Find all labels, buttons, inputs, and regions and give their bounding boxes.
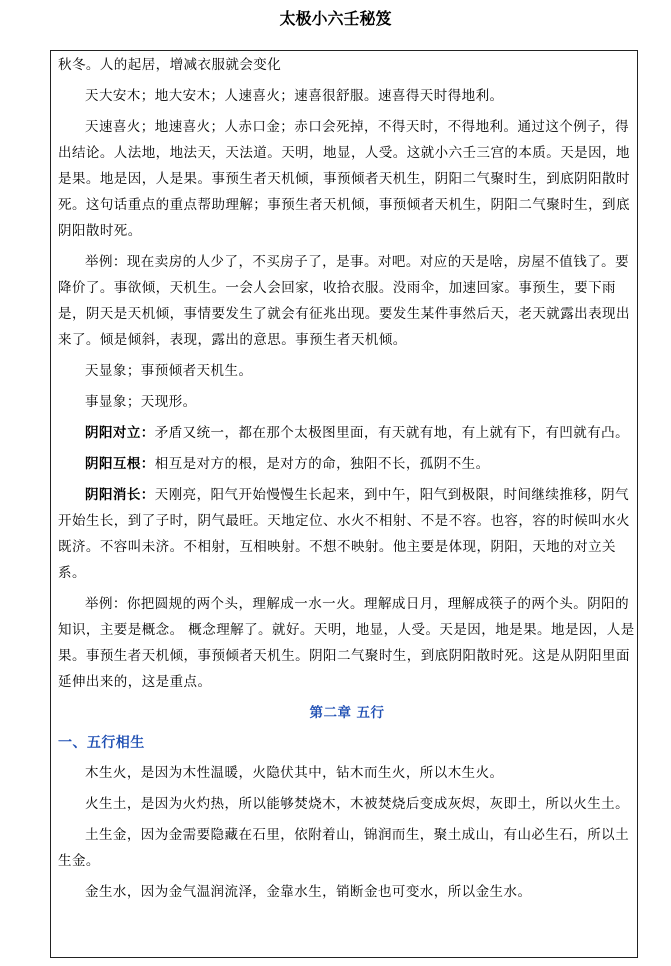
section-heading: 一、五行相生 xyxy=(58,735,145,751)
paragraph-yinyang-opposition xyxy=(58,420,636,446)
paragraph-example-anmu: 天大安木；地大安木；人速喜火；速喜很舒服。速喜得天时得地利。 xyxy=(85,88,504,104)
paragraph-three-palaces: 天速喜火；地速喜火；人赤口金；赤口会死掉，不得天时，不得地利。通过这个例子，得出结论。人法地，地法天，天法道。天明，地显，人受。这就小六壬三宫的本质。天是因，地是果。地是因，人是果。事预生者天机倾，事预倾者天机生，阴阳二气聚时生，到底阴阳散时死。这句话重点的重点帮助理解；事预生者天机倾，事预倾者天机生，阴阳二气聚时生，到底阴阳散时死。 xyxy=(58,119,630,239)
paragraph-autumn-winter: 秋冬。人的起居，增减衣服就会变化 xyxy=(58,57,282,73)
paragraph-yinyang-waxing xyxy=(58,482,636,586)
paragraph-fire-earth: 火生土，是因为火灼热，所以能够焚烧木，木被焚烧后变成灰烬，灰即土，所以火生土。 xyxy=(85,796,630,812)
paragraph-example-compass: 举例：你把圆规的两个头，理解成一水一火。理解成日月，理解成筷子的两个头。阴阳的知识，主要是概念。 概念理解了。就好。天明，地显，人受。天是因，地是果。地是因，人是果。事预生者天机倾，事预倾者天机生。阴阳二气聚时生，到底阴阳散时死。这是从阴阳里面延伸出来的，这是重点。 xyxy=(58,596,635,690)
document-body xyxy=(58,52,636,910)
text-yinyang-opposition: 矛盾又统一，都在那个太极图里面，有天就有地，有上就有下，有凹就有凸。 xyxy=(154,425,630,441)
paragraph-wood-fire: 木生火，是因为木性温暖，火隐伏其中，钻木而生火，所以木生火。 xyxy=(85,765,504,781)
term-yinyang-waxing: 阴阳消长： xyxy=(85,487,155,503)
term-yinyang-rooting: 阴阳互根： xyxy=(85,456,155,472)
paragraph-yinyang-rooting xyxy=(58,451,636,477)
term-yinyang-opposition: 阴阳对立： xyxy=(85,425,155,441)
document-title: 太极小六壬秘笈 xyxy=(279,9,392,28)
paragraph-metal-water: 金生水，因为金气温润流泽，金靠水生，销断金也可变水，所以金生水。 xyxy=(85,884,532,900)
text-yinyang-waxing: 天刚亮，阳气开始慢慢生长起来，到中午，阳气到极限，时间继续推移，阴气开始生长，到了子时，阴气最旺。天地定位、水火不相射、不是不容。也容，容的时候叫水火既济。不容叫未济。不相射，互相映射。不想不映射。他主要是体现，阴阳，天地的对立关系。 xyxy=(58,487,630,581)
paragraph-example-house: 举例：现在卖房的人少了，不买房子了，是事。对吧。对应的天是啥，房屋不值钱了。要降价了。事欲倾，天机生。一会人会回家，收拾衣服。没雨伞，加速回家。事预生，要下雨是，阴天是天机倾，事情要发生了就会有征兆出现。要发生某件事然后天，老天就露出表现出来了。倾是倾斜，表现，露出的意思。事预生者天机倾。 xyxy=(58,254,630,348)
paragraph-earth-metal: 土生金，因为金需要隐藏在石里，依附着山，锦润而生，聚土成山，有山必生石，所以土生金。 xyxy=(58,827,630,869)
chapter-heading: 第二章 五行 xyxy=(309,705,385,721)
paragraph-event-sign: 事显象；天现形。 xyxy=(85,394,197,410)
paragraph-heaven-sign: 天显象；事预倾者天机生。 xyxy=(85,363,253,379)
text-yinyang-rooting: 相互是对方的根，是对方的命，独阳不长，孤阴不生。 xyxy=(154,456,490,472)
